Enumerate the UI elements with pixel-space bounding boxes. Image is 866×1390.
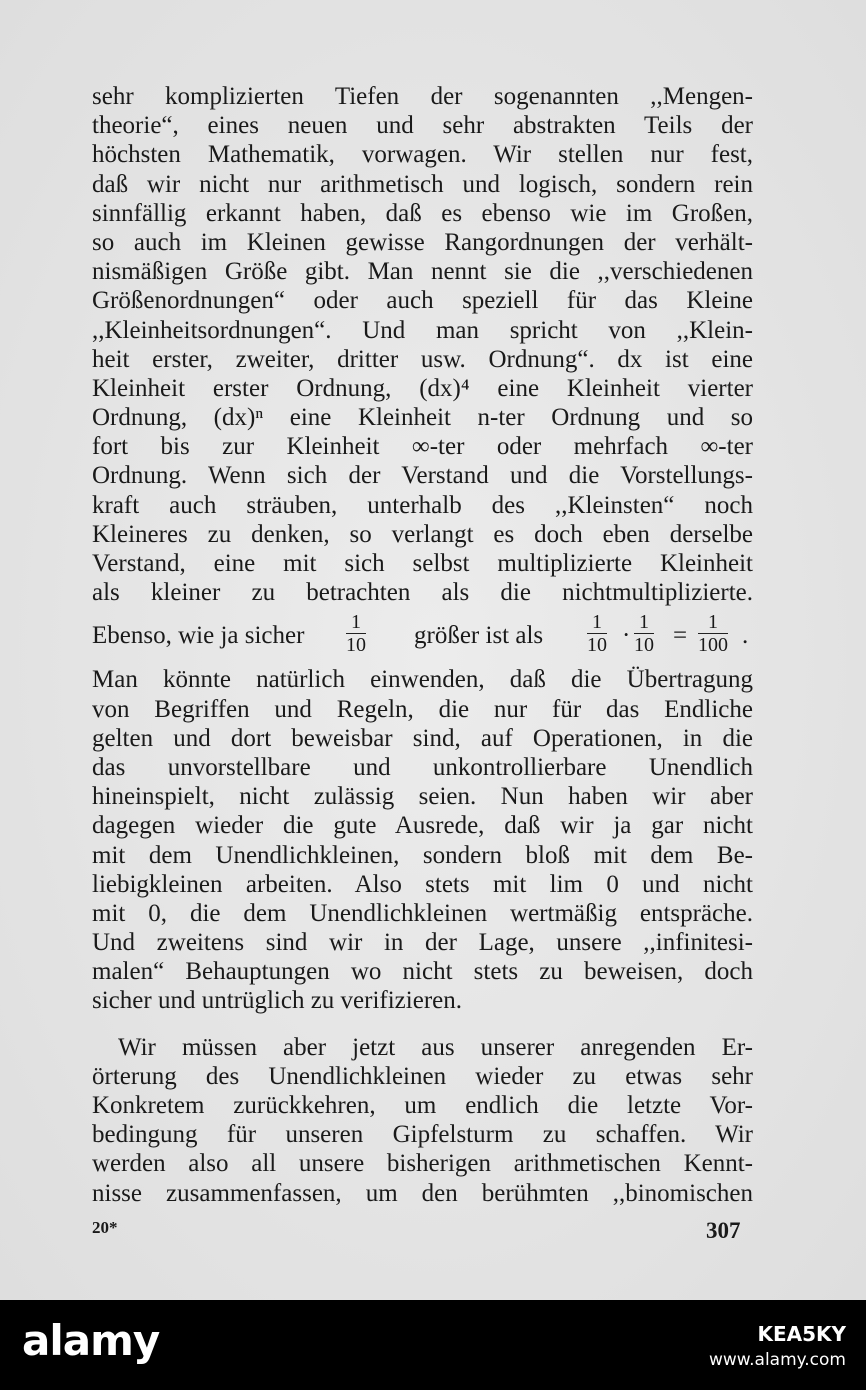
fraction-numerator: 1 (587, 611, 607, 634)
text-line: Man könnte natürlich einwenden, daß die Übertragung (92, 666, 753, 694)
image-id: KEA5KY (757, 1322, 846, 1346)
equation-text-middle: größer ist als (414, 622, 544, 650)
text-line: als kleiner zu betrachten als die nichtmultiplizierte. (92, 579, 753, 607)
fraction-denominator: 10 (346, 634, 366, 657)
fraction-one-tenth (634, 611, 654, 656)
text-line: dagegen wieder die gute Ausrede, daß wir ja gar nicht (92, 812, 753, 840)
text-line: Konkretem zurückkehren, um endlich die letzte Vor- (92, 1092, 753, 1119)
multiplication-dot: · (622, 622, 631, 650)
text-line: so auch im Kleinen gewisse Rangordnungen der verhält- (92, 228, 753, 256)
fraction-one-tenth (346, 611, 366, 656)
text-line: höchsten Mathematik, vorwagen. Wir stellen nur fest, (92, 141, 753, 169)
text-line: Kleinheit erster Ordnung, (dx)⁴ eine Kleinheit vierter (92, 374, 753, 402)
text-line: daß wir nicht nur arithmetisch und logisch, sondern rein (92, 170, 753, 198)
text-line: theorie“, eines neuen und sehr abstrakten Teils der (92, 112, 753, 140)
equals-sign: = (673, 622, 688, 650)
page-number: 307 (706, 1218, 741, 1243)
fraction-one-hundredth (698, 611, 728, 656)
text-line: sicher und untrüglich zu verifizieren. (92, 987, 462, 1015)
fraction-numerator: 1 (634, 611, 654, 634)
text-line: von Begriffen und Regeln, die nur für das Endliche (92, 695, 753, 723)
text-line: Größenordnungen“ oder auch speziell für das Kleine (92, 287, 753, 315)
text-line: werden also all unsere bisherigen arithmetischen Kennt- (92, 1150, 753, 1178)
text-line: nisse zusammenfassen, um den berühmten ,,binomischen (92, 1179, 753, 1207)
text-line: nismäßigen Größe gibt. Man nennt sie die ,,verschiedenen (92, 258, 753, 286)
fraction-denominator: 10 (587, 634, 607, 657)
text-line: mit 0, die dem Unendlichkleinen wertmäßig entspräche. (92, 899, 753, 927)
paragraph-1 (92, 82, 753, 1016)
text-line: Kleineres zu denken, so verlangt es doch eben derselbe (92, 520, 753, 548)
text-line: hineinspielt, nicht zulässig seien. Nun haben wir aber (92, 783, 753, 811)
text-line: bedingung für unseren Gipfelsturm zu schaffen. Wir (92, 1121, 753, 1149)
text-line: fort bis zur Kleinheit ∞-ter oder mehrfach ∞-ter (92, 433, 753, 461)
text-line: sinnfällig erkannt haben, daß es ebenso wie im Großen, (92, 199, 753, 227)
text-line: gelten und dort beweisbar sind, auf Operationen, in die (92, 724, 753, 752)
text-line: Verstand, eine mit sich selbst multiplizierte Kleinheit (92, 550, 753, 577)
page-text (92, 82, 753, 1208)
fraction-denominator: 100 (698, 634, 728, 657)
text-line: Ordnung. Wenn sich der Verstand und die Vorstellungs- (92, 462, 753, 490)
text-line: heit erster, zweiter, dritter usw. Ordnung“. dx ist eine (92, 345, 753, 373)
equation-period: . (742, 622, 749, 650)
fraction-equation-line (92, 607, 753, 665)
text-line: Ordnung, (dx)ⁿ eine Kleinheit n-ter Ordnung und so (92, 404, 753, 432)
text-line: kraft auch sträuben, unterhalb des ,,Kleinsten“ noch (92, 491, 753, 519)
site-url: www.alamy.com (708, 1350, 846, 1370)
fraction-one-tenth (587, 611, 607, 656)
text-line: Wir müssen aber jetzt aus unserer anregenden Er- (118, 1033, 753, 1061)
sheet-signature: 20* (92, 1218, 118, 1237)
brand-logo: alamy (22, 1316, 160, 1365)
fraction-numerator: 1 (698, 611, 728, 634)
equation-text-before: Ebenso, wie ja sicher (92, 622, 305, 650)
text-line: liebigkleinen arbeiten. Also stets mit lim 0 und nicht (92, 870, 753, 898)
text-line: das unvorstellbare und unkontrollierbare Unendlich (92, 753, 753, 781)
paragraph-2 (92, 1033, 753, 1208)
text-line: sehr komplizierten Tiefen der sogenannten ,,Mengen- (92, 83, 753, 110)
text-line: Und zweitens sind wir in der Lage, unsere ,,infinitesi- (92, 929, 753, 957)
fraction-denominator: 10 (634, 634, 654, 657)
text-line: malen“ Behauptungen wo nicht stets zu beweisen, doch (92, 958, 753, 986)
text-line: örterung des Unendlichkleinen wieder zu etwas sehr (92, 1062, 753, 1090)
text-line: ,,Kleinheitsordnungen“. Und man spricht von ,,Klein- (92, 316, 753, 344)
text-line: mit dem Unendlichkleinen, sondern bloß mit dem Be- (92, 841, 753, 869)
fraction-numerator: 1 (346, 611, 366, 634)
